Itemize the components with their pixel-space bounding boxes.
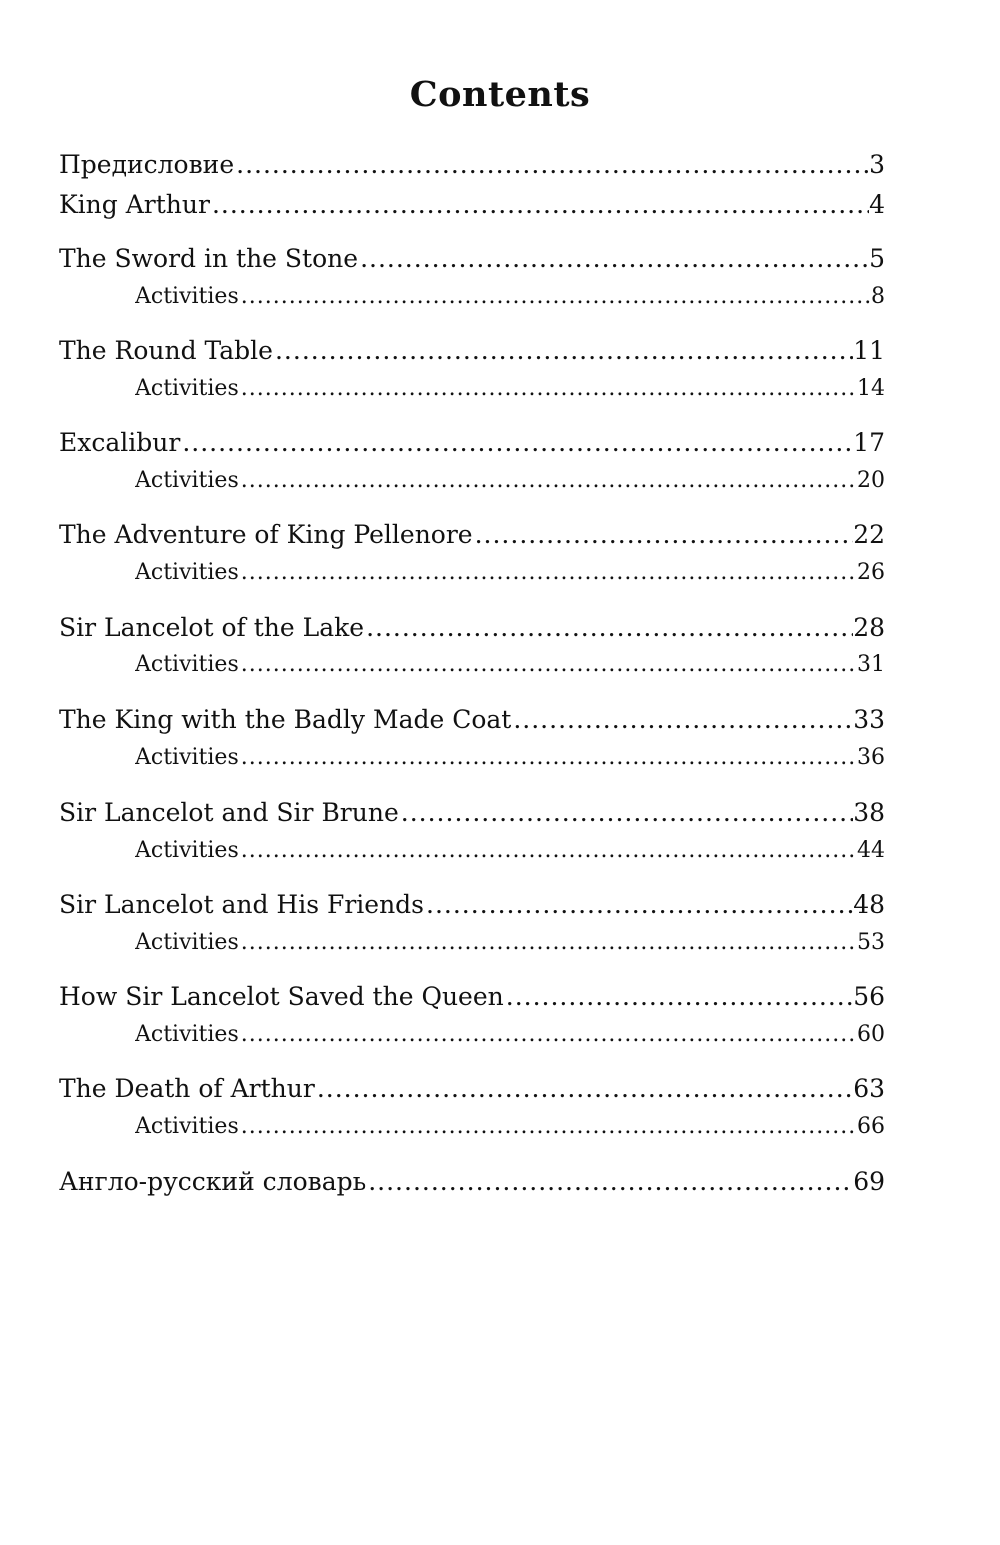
toc-entry-label: Activities [135, 560, 239, 585]
toc-entry-label: Sir Lancelot and His Friends [59, 890, 425, 919]
dot-leader [511, 705, 853, 734]
toc-entry-label: Sir Lancelot of the Lake [59, 613, 365, 642]
toc-entry-label: Sir Lancelot and Sir Brune [59, 798, 399, 827]
dot-leader [315, 1074, 853, 1103]
toc-entry-page: 44 [857, 838, 885, 863]
dot-leader [180, 428, 853, 457]
toc-entry-label: Англо-русский словарь [59, 1167, 367, 1196]
dot-leader [504, 982, 853, 1011]
dot-leader [473, 520, 854, 549]
dot-leader [366, 1167, 853, 1196]
toc-entry-label: The Round Table [59, 336, 273, 365]
dot-leader [239, 1022, 857, 1047]
toc-entry[interactable] [59, 244, 885, 273]
toc-sub-entry[interactable] [135, 1114, 885, 1139]
toc-entry-page: 48 [853, 890, 885, 919]
toc-entry-label: King Arthur [59, 190, 210, 219]
toc-sub-entry[interactable] [135, 930, 885, 955]
toc-entry[interactable] [59, 520, 885, 549]
toc-entry-page: 53 [857, 930, 885, 955]
toc-entry-page: 17 [853, 428, 885, 457]
toc-sub-entry[interactable] [135, 652, 885, 677]
toc-entry[interactable] [59, 190, 885, 219]
toc-entry-label: Activities [135, 652, 239, 677]
toc-entry-page: 26 [857, 560, 885, 585]
toc-entry-page: 31 [857, 652, 885, 677]
toc-entry-label: Excalibur [59, 428, 181, 457]
dot-leader [239, 838, 857, 863]
toc-sub-entry[interactable] [135, 1022, 885, 1047]
toc-entry-label: The Sword in the Stone [59, 244, 359, 273]
toc-entry-page: 11 [853, 336, 885, 365]
toc-entry[interactable] [59, 1167, 885, 1196]
toc-entry-page: 69 [853, 1167, 885, 1196]
toc-entry-page: 66 [857, 1114, 885, 1139]
toc-entry-page: 4 [869, 190, 885, 219]
toc-entry-page: 3 [869, 150, 885, 179]
dot-leader [364, 613, 853, 642]
toc-entry-label: Activities [135, 284, 239, 309]
toc-entry-label: The Adventure of King Pellenore [59, 520, 473, 549]
toc-entry-page: 22 [853, 520, 885, 549]
toc-entry-page: 33 [853, 705, 885, 734]
toc-entry-page: 14 [857, 376, 885, 401]
toc-entry[interactable] [59, 705, 885, 734]
toc-entry-page: 60 [857, 1022, 885, 1047]
toc-sub-entry[interactable] [135, 745, 885, 770]
dot-leader [239, 652, 857, 677]
toc-sub-entry[interactable] [135, 376, 885, 401]
page-title: Contents [409, 74, 591, 115]
dot-leader [239, 284, 871, 309]
dot-leader [239, 930, 857, 955]
dot-leader [424, 890, 853, 919]
toc-entry-page: 36 [857, 745, 885, 770]
toc-entry-label: Activities [135, 468, 239, 493]
toc-entry-label: Activities [135, 1022, 239, 1047]
toc-entry-page: 28 [853, 613, 885, 642]
toc-entry[interactable] [59, 150, 885, 179]
toc-entry-label: Activities [135, 1114, 239, 1139]
toc-entry-page: 20 [857, 468, 885, 493]
toc-entry-label: Activities [135, 838, 239, 863]
dot-leader [239, 560, 857, 585]
toc-entry-label: How Sir Lancelot Saved the Queen [59, 982, 504, 1011]
toc-entry-page: 8 [871, 284, 885, 309]
dot-leader [210, 190, 869, 219]
toc-entry[interactable] [59, 982, 885, 1011]
dot-leader [239, 376, 857, 401]
toc-entry[interactable] [59, 1074, 885, 1103]
toc-sub-entry[interactable] [135, 468, 885, 493]
dot-leader [358, 244, 869, 273]
dot-leader [273, 336, 853, 365]
toc-entry-label: The King with the Badly Made Coat [59, 705, 512, 734]
toc-sub-entry[interactable] [135, 560, 885, 585]
toc-entry[interactable] [59, 890, 885, 919]
toc-entry-label: Activities [135, 745, 239, 770]
dot-leader [239, 1114, 857, 1139]
toc-entry-page: 5 [869, 244, 885, 273]
dot-leader [239, 745, 857, 770]
toc-entry-label: The Death of Arthur [59, 1074, 315, 1103]
toc-entry-page: 63 [853, 1074, 885, 1103]
toc-sub-entry[interactable] [135, 838, 885, 863]
toc-entry[interactable] [59, 428, 885, 457]
toc-entry-page: 38 [853, 798, 885, 827]
dot-leader [234, 150, 869, 179]
toc-entry-label: Activities [135, 930, 239, 955]
dot-leader [239, 468, 857, 493]
toc-entry[interactable] [59, 798, 885, 827]
toc-entry-label: Предисловие [59, 150, 235, 179]
toc-entry[interactable] [59, 336, 885, 365]
toc-sub-entry[interactable] [135, 284, 885, 309]
toc-entry-page: 56 [853, 982, 885, 1011]
toc-entry[interactable] [59, 613, 885, 642]
dot-leader [399, 798, 853, 827]
toc-entry-label: Activities [135, 376, 239, 401]
